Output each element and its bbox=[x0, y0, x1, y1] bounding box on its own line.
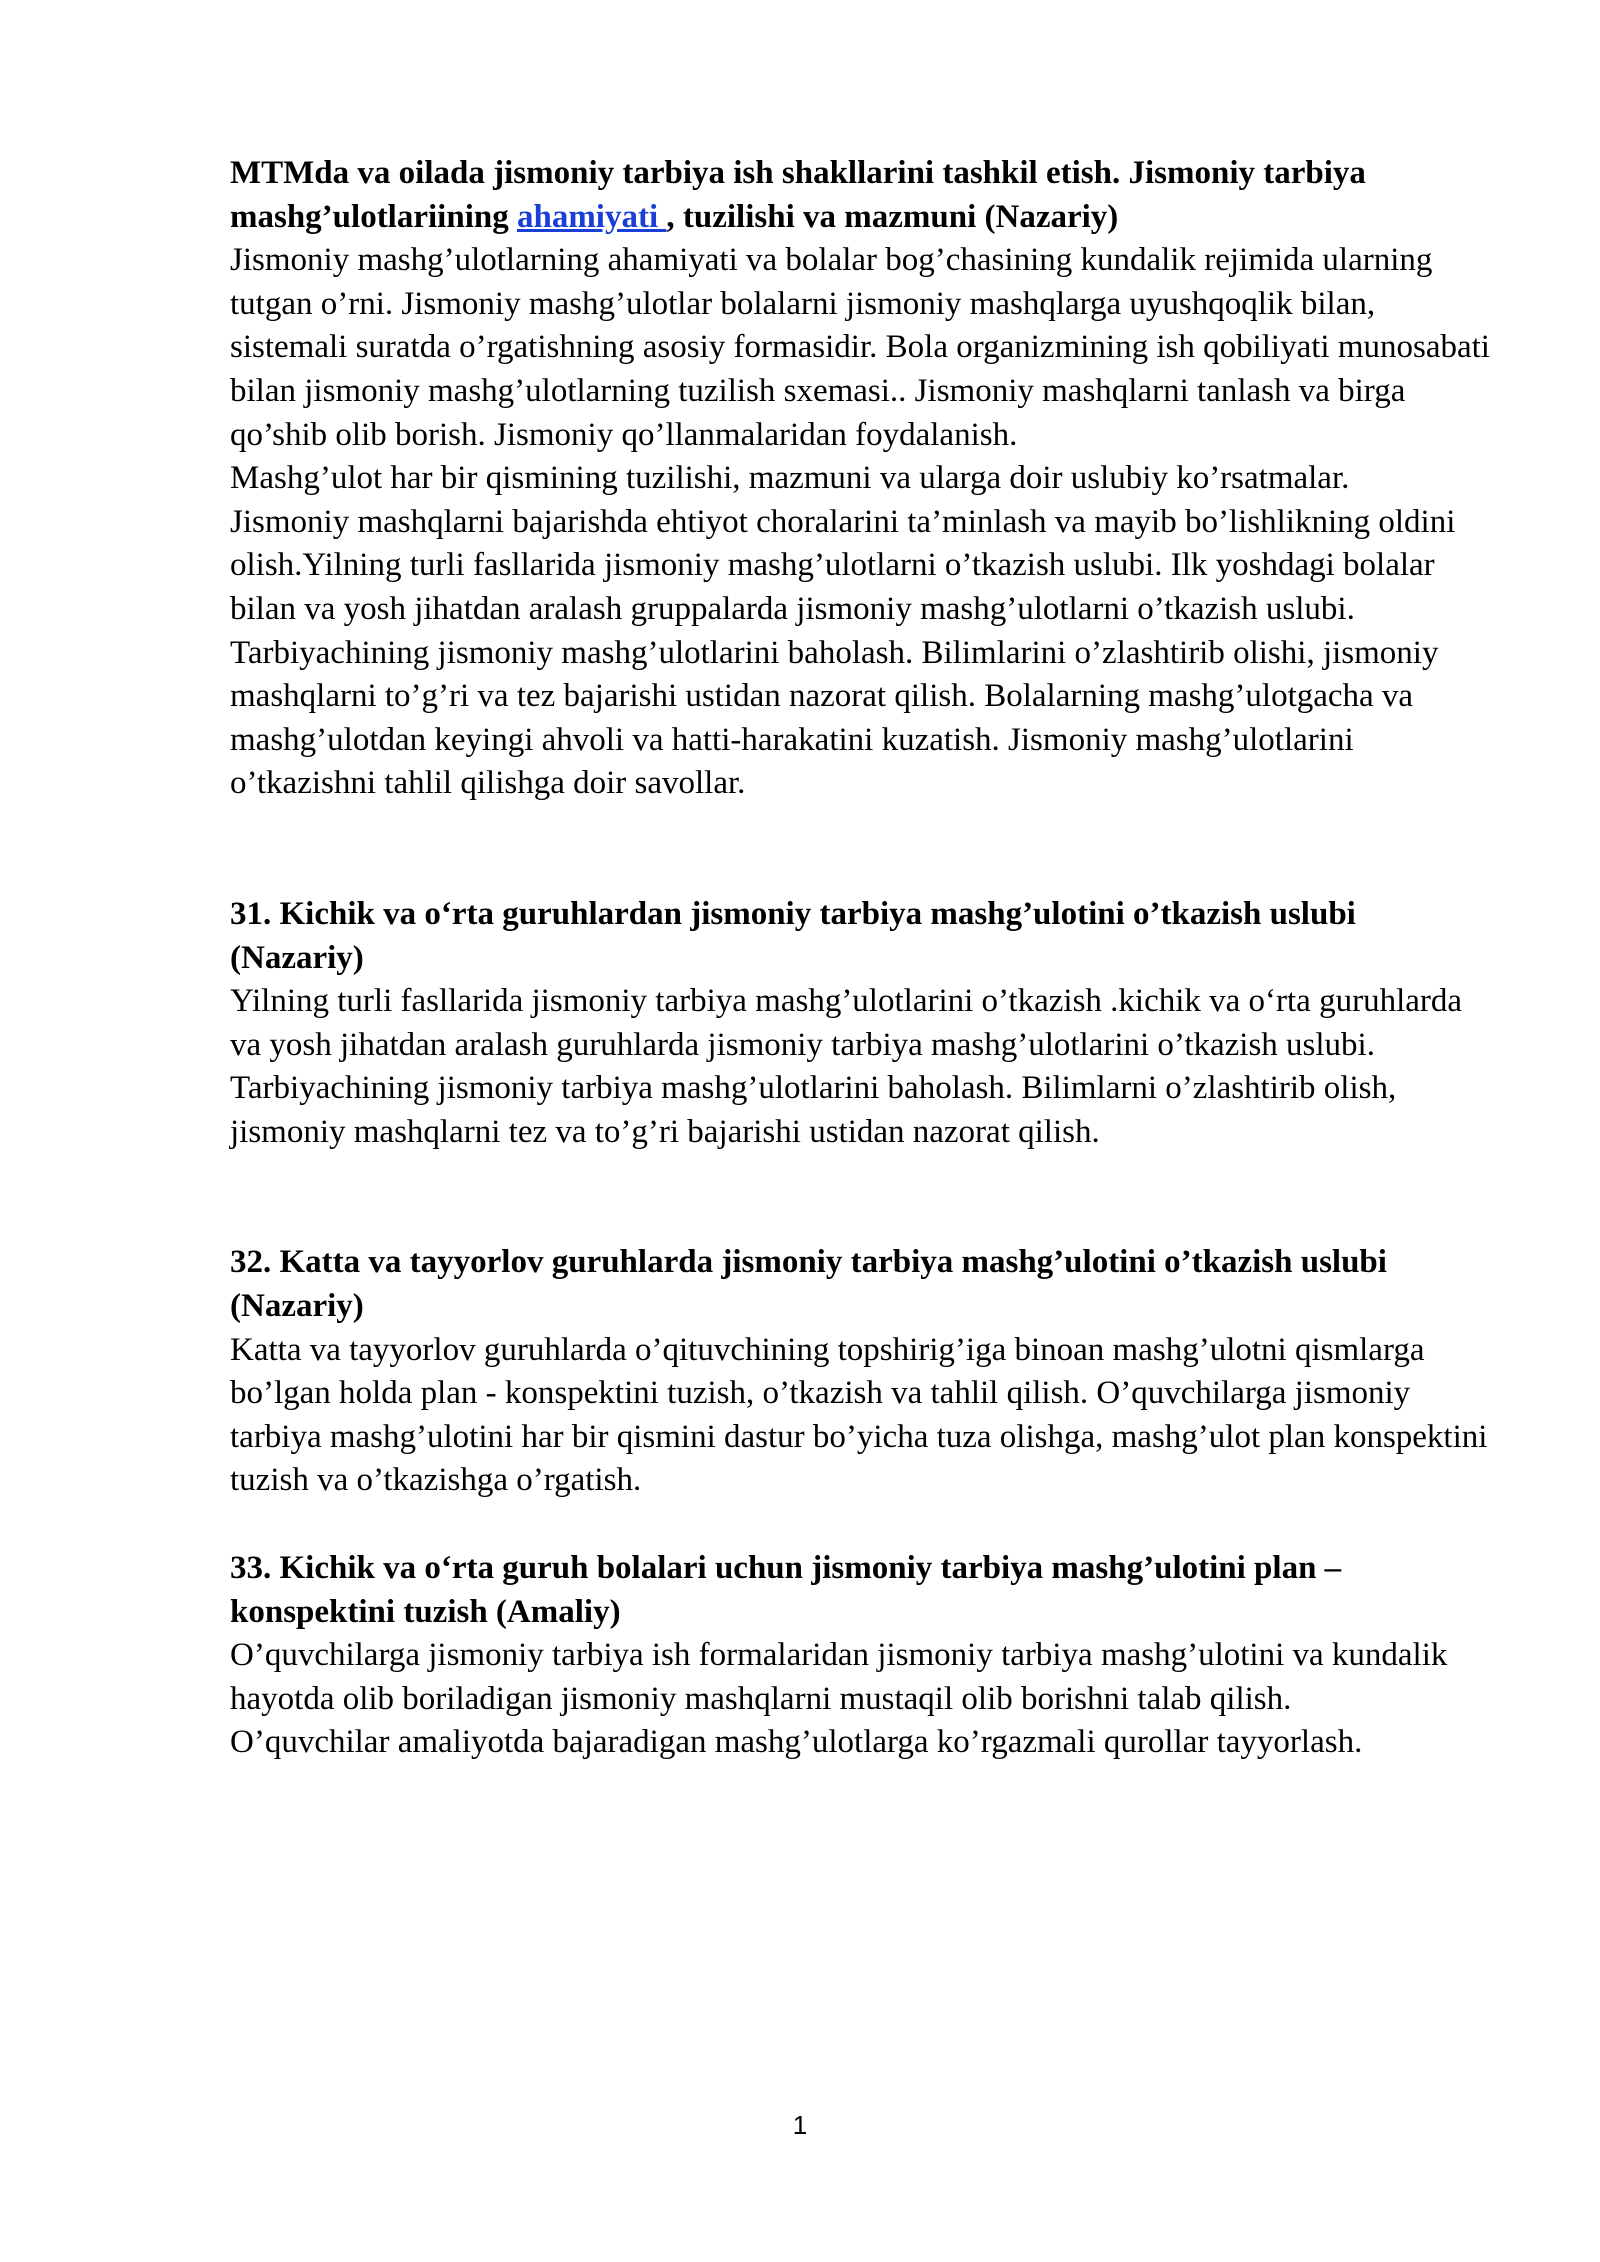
document-page bbox=[230, 152, 1490, 1765]
section-31-body: Yilning turli fasllarida jismoniy tarbiya mashg’ulotlarini o’tkazish .kichik va o‘rta guruhlarda va yosh jihatdan aralash guruhlarda jismoniy tarbiya mashg’ulotlarini o’tkazish uslubi. Tarbiyachining jismoniy tarbiya mashg’ulotlarini baholash. Bilimlarni o’zlashtirib olish, jismoniy mashqlarni tez va to’g’ri bajarishi ustidan nazorat qilish. bbox=[230, 983, 1463, 1150]
section-32-heading: 32. Katta va tayyorlov guruhlarda jismoniy tarbiya mashg’ulotini o’tkazish uslubi (Nazariy) bbox=[230, 1244, 1387, 1325]
spacer bbox=[230, 806, 1490, 893]
ahamiyati-link[interactable]: ahamiyati bbox=[516, 198, 667, 235]
spacer bbox=[230, 1503, 1490, 1547]
section-33-paragraph: O’quvchilar amaliyotda bajaradigan mashg’ulotlarga ko’rgazmali qurollar tayyorlash. bbox=[230, 1724, 1363, 1761]
intro-heading-text: MTMda va oilada jismoniy tarbiya ish shakllarini tashkil etish. Jismoniy tarbiya mashg’ulotlariining bbox=[230, 155, 1366, 235]
page-number: 1 bbox=[792, 2110, 808, 2140]
intro-paragraph: Jismoniy mashg’ulotlarning ahamiyati va bolalar bog’chasining kundalik rejimida ularning tutgan o’rni. Jismoniy mashg’ulotlar bolalarni jismoniy mashqlarga uyushqoqlik bilan, sistemali suratda o’rgatishning asosiy formasidir. Bola organizmining ish qobiliyati munosabati bilan jismoniy mashg’ulotlarning tuzilish sxemasi.. Jismoniy mashqlarni tanlash va birga qo’shib olib borish. Jismoniy qo’llanmalaridan foydalanish. bbox=[230, 242, 1490, 453]
section-32-body: Katta va tayyorlov guruhlarda o’qituvchining topshirig’iga binoan mashg’ulotni qismlarga bo’lgan holda plan - konspektini tuzish, o’tkazish va tahlil qilish. O’quvchilarga jismoniy tarbiya mashg’ulotini har bir qismini dastur bo’yicha tuza olishga, mashg’ulot plan konspektini tuzish va o’tkazishga o’rgatish. bbox=[230, 1331, 1488, 1499]
spacer bbox=[230, 1154, 1490, 1241]
intro-heading bbox=[230, 152, 1490, 239]
intro-heading-text-end: , tuzilishi va mazmuni (Nazariy) bbox=[666, 198, 1119, 235]
section-33-heading: 33. Kichik va o‘rta guruh bolalari uchun jismoniy tarbiya mashg’ulotini plan – konspektini tuzish (Amaliy) bbox=[230, 1550, 1342, 1630]
section-31-heading: 31. Kichik va o‘rta guruhlardan jismoniy tarbiya mashg’ulotini o’tkazish uslubi (Nazariy) bbox=[230, 895, 1356, 976]
intro-paragraph: Jismoniy mashqlarni bajarishda ehtiyot choralarini ta’minlash va mayib bo’lishlikning oldini olish.Yilning turli fasllarida jismoniy mashg’ulotlarni o’tkazish uslubi. Ilk yoshdagi bolalar bilan va yosh jihatdan aralash gruppalarda jismoniy mashg’ulotlarni o’tkazish uslubi. Tarbiyachining jismoniy mashg’ulotlarini baholash. Bilimlarini o’zlashtirib olishi, jismoniy mashqlarni to’g’ri va tez bajarishi ustidan nazorat qilish. Bolalarning mashg’ulotgacha va mashg’ulotdan keyingi ahvoli va hatti-harakatini kuzatish. Jismoniy mashg’ulotlarini o’tkazishni tahlil qilishga doir savollar. bbox=[230, 503, 1456, 802]
intro-paragraph: Mashg’ulot har bir qismining tuzilishi, mazmuni va ularga doir uslubiy ko’rsatmalar. bbox=[230, 460, 1350, 497]
section-33-paragraph: O’quvchilarga jismoniy tarbiya ish formalaridan jismoniy tarbiya mashg’ulotini va kundalik hayotda olib boriladigan jismoniy mashqlarni mustaqil olib borishni talab qilish. bbox=[230, 1637, 1448, 1717]
